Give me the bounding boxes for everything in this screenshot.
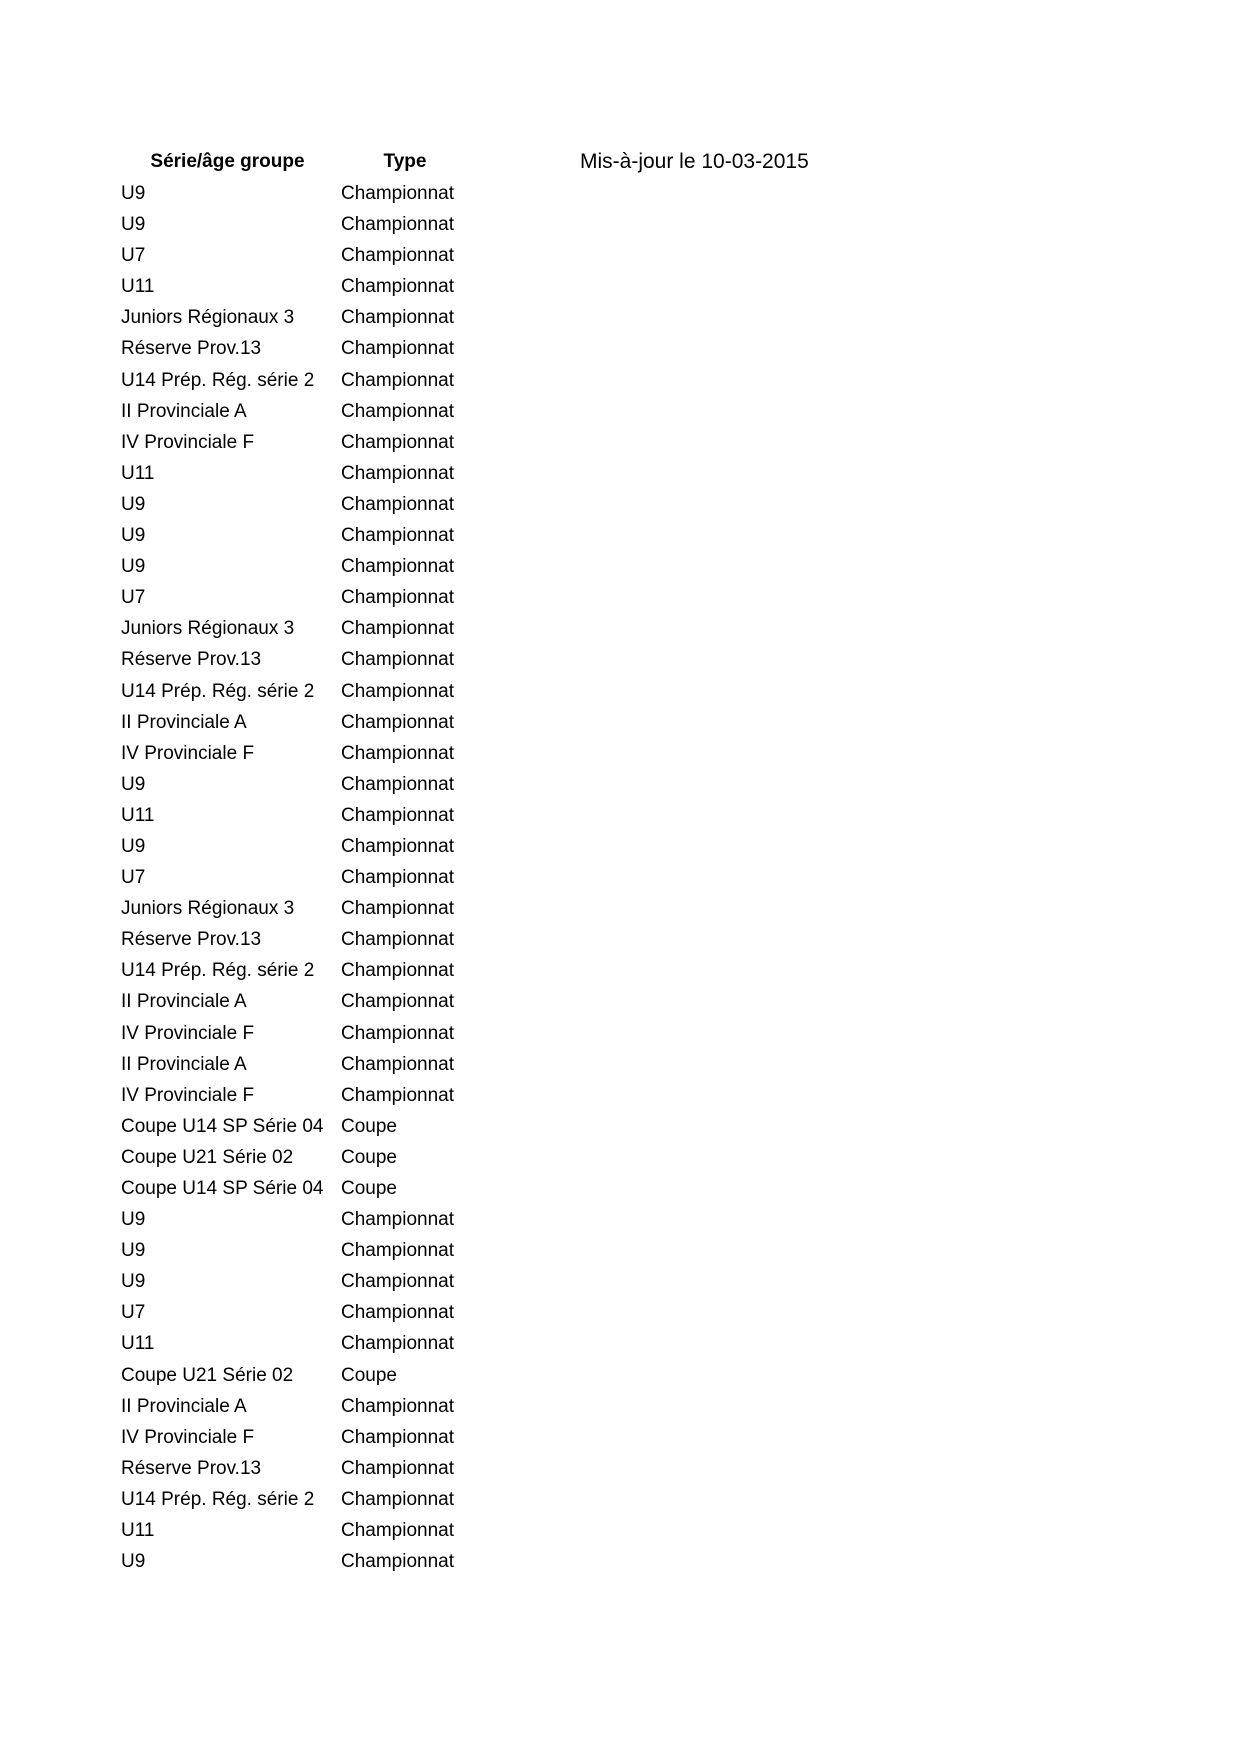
serie-cell: U14 Prép. Rég. série 2 bbox=[121, 680, 315, 702]
type-cell: Championnat bbox=[341, 804, 455, 826]
type-cell: Championnat bbox=[341, 1209, 455, 1231]
table-row bbox=[0, 955, 1241, 986]
serie-cell: U9 bbox=[121, 214, 146, 236]
serie-cell: U7 bbox=[121, 1302, 146, 1324]
serie-cell: Coupe U21 Série 02 bbox=[121, 1364, 294, 1386]
table-row bbox=[0, 551, 1241, 582]
type-cell: Championnat bbox=[341, 493, 455, 515]
type-cell: Championnat bbox=[341, 1022, 455, 1044]
table-row bbox=[0, 893, 1241, 924]
type-cell: Championnat bbox=[341, 1551, 455, 1573]
table-row bbox=[0, 1173, 1241, 1204]
table-row bbox=[0, 458, 1241, 489]
serie-cell: IV Provinciale F bbox=[121, 1022, 255, 1044]
table-row bbox=[0, 582, 1241, 613]
table-row bbox=[0, 365, 1241, 396]
table-row bbox=[0, 520, 1241, 551]
type-cell: Coupe bbox=[341, 1364, 397, 1386]
type-cell: Championnat bbox=[341, 835, 455, 857]
serie-cell: II Provinciale A bbox=[121, 1053, 247, 1075]
type-cell: Championnat bbox=[341, 307, 455, 329]
column-header-serie: Série/âge groupe bbox=[150, 151, 305, 172]
table-row bbox=[0, 240, 1241, 271]
serie-cell: U11 bbox=[121, 462, 155, 484]
type-cell: Championnat bbox=[341, 711, 455, 733]
serie-cell: U14 Prép. Rég. série 2 bbox=[121, 960, 315, 982]
serie-cell: U11 bbox=[121, 1333, 155, 1355]
table-row bbox=[0, 1142, 1241, 1173]
serie-cell: U9 bbox=[121, 835, 146, 857]
serie-cell: U14 Prép. Rég. série 2 bbox=[121, 1488, 315, 1510]
serie-cell: U9 bbox=[121, 525, 146, 547]
type-cell: Championnat bbox=[341, 773, 455, 795]
serie-cell: II Provinciale A bbox=[121, 991, 247, 1013]
table-row bbox=[0, 1049, 1241, 1080]
table-row bbox=[0, 271, 1241, 302]
table-row bbox=[0, 986, 1241, 1017]
serie-cell: U11 bbox=[121, 276, 155, 298]
serie-cell: U9 bbox=[121, 1271, 146, 1293]
serie-cell: U11 bbox=[121, 804, 155, 826]
type-cell: Championnat bbox=[341, 400, 455, 422]
type-cell: Championnat bbox=[341, 183, 455, 204]
table-row bbox=[0, 1235, 1241, 1266]
table-row bbox=[0, 333, 1241, 364]
serie-cell: U9 bbox=[121, 1240, 146, 1262]
serie-cell: U7 bbox=[121, 867, 146, 889]
type-cell: Championnat bbox=[341, 1333, 455, 1355]
type-cell: Championnat bbox=[341, 1240, 455, 1262]
serie-cell: IV Provinciale F bbox=[121, 742, 255, 764]
serie-cell: U9 bbox=[121, 183, 146, 204]
serie-cell: Coupe U14 SP Série 04 bbox=[121, 1178, 324, 1199]
column-header-type: Type bbox=[383, 151, 427, 172]
serie-cell: Réserve Prov.13 bbox=[121, 1457, 262, 1479]
table-row bbox=[0, 1391, 1241, 1422]
type-cell: Championnat bbox=[341, 214, 455, 236]
type-cell: Championnat bbox=[341, 1084, 455, 1106]
type-cell: Championnat bbox=[341, 960, 455, 982]
type-cell: Championnat bbox=[341, 1302, 455, 1324]
table-row bbox=[0, 738, 1241, 769]
table-row bbox=[0, 862, 1241, 893]
serie-cell: IV Provinciale F bbox=[121, 431, 255, 453]
table-header bbox=[0, 147, 1241, 177]
type-cell: Championnat bbox=[341, 1520, 455, 1542]
serie-cell: U9 bbox=[121, 773, 146, 795]
table-row bbox=[0, 489, 1241, 520]
serie-cell: U9 bbox=[121, 493, 146, 515]
type-cell: Championnat bbox=[341, 898, 455, 920]
table-row bbox=[0, 427, 1241, 458]
serie-cell: II Provinciale A bbox=[121, 711, 247, 733]
type-cell: Championnat bbox=[341, 929, 455, 951]
type-cell: Championnat bbox=[341, 525, 455, 547]
type-cell: Coupe bbox=[341, 1178, 397, 1199]
table-row bbox=[0, 1111, 1241, 1142]
type-cell: Championnat bbox=[341, 431, 455, 453]
table-row bbox=[0, 676, 1241, 707]
table-row bbox=[0, 924, 1241, 955]
table-row bbox=[0, 1422, 1241, 1453]
type-cell: Championnat bbox=[341, 556, 455, 578]
type-cell: Championnat bbox=[341, 338, 455, 360]
type-cell: Championnat bbox=[341, 680, 455, 702]
table-row bbox=[0, 1080, 1241, 1111]
serie-cell: Réserve Prov.13 bbox=[121, 649, 262, 671]
type-cell: Championnat bbox=[341, 1395, 455, 1417]
type-cell: Championnat bbox=[341, 867, 455, 889]
type-cell: Championnat bbox=[341, 1271, 455, 1293]
type-cell: Championnat bbox=[341, 1426, 455, 1448]
serie-cell: U11 bbox=[121, 1520, 155, 1542]
type-cell: Championnat bbox=[341, 1457, 455, 1479]
table-row bbox=[0, 302, 1241, 333]
serie-cell: IV Provinciale F bbox=[121, 1426, 255, 1448]
type-cell: Championnat bbox=[341, 618, 455, 640]
serie-cell: U7 bbox=[121, 587, 146, 609]
table-row bbox=[0, 1484, 1241, 1515]
serie-cell: Juniors Régionaux 3 bbox=[121, 307, 295, 329]
type-cell: Coupe bbox=[341, 1115, 397, 1137]
type-cell: Championnat bbox=[341, 1053, 455, 1075]
table-row bbox=[0, 1360, 1241, 1391]
serie-cell: Réserve Prov.13 bbox=[121, 929, 262, 951]
type-cell: Championnat bbox=[341, 369, 455, 391]
serie-cell: U14 Prép. Rég. série 2 bbox=[121, 369, 315, 391]
table-row bbox=[0, 1515, 1241, 1546]
serie-cell: II Provinciale A bbox=[121, 1395, 247, 1417]
updated-date: Mis-à-jour le 10-03-2015 bbox=[580, 150, 809, 173]
serie-cell: IV Provinciale F bbox=[121, 1084, 255, 1106]
type-cell: Championnat bbox=[341, 649, 455, 671]
table-row bbox=[0, 178, 1241, 209]
table-row bbox=[0, 1297, 1241, 1328]
table-row bbox=[0, 831, 1241, 862]
serie-cell: II Provinciale A bbox=[121, 400, 247, 422]
type-cell: Championnat bbox=[341, 1488, 455, 1510]
table-row bbox=[0, 1453, 1241, 1484]
serie-cell: Coupe U21 Série 02 bbox=[121, 1146, 294, 1168]
serie-cell: Réserve Prov.13 bbox=[121, 338, 262, 360]
table-row bbox=[0, 707, 1241, 738]
type-cell: Championnat bbox=[341, 462, 455, 484]
serie-cell: Juniors Régionaux 3 bbox=[121, 618, 295, 640]
type-cell: Championnat bbox=[341, 991, 455, 1013]
table-row bbox=[0, 1204, 1241, 1235]
type-cell: Championnat bbox=[341, 245, 455, 267]
table-body bbox=[0, 178, 1241, 1577]
type-cell: Coupe bbox=[341, 1146, 397, 1168]
table-row bbox=[0, 800, 1241, 831]
table-row bbox=[0, 1266, 1241, 1297]
serie-cell: Coupe U14 SP Série 04 bbox=[121, 1115, 324, 1137]
serie-cell: U9 bbox=[121, 556, 146, 578]
table-row bbox=[0, 396, 1241, 427]
table-row bbox=[0, 644, 1241, 675]
table-row bbox=[0, 1546, 1241, 1577]
table-row bbox=[0, 209, 1241, 240]
serie-cell: U7 bbox=[121, 245, 146, 267]
serie-cell: Juniors Régionaux 3 bbox=[121, 898, 295, 920]
type-cell: Championnat bbox=[341, 276, 455, 298]
serie-cell: U9 bbox=[121, 1551, 146, 1573]
table-row bbox=[0, 769, 1241, 800]
table-row bbox=[0, 1018, 1241, 1049]
serie-cell: U9 bbox=[121, 1209, 146, 1231]
table-row bbox=[0, 1328, 1241, 1359]
type-cell: Championnat bbox=[341, 587, 455, 609]
table-row bbox=[0, 613, 1241, 644]
type-cell: Championnat bbox=[341, 742, 455, 764]
